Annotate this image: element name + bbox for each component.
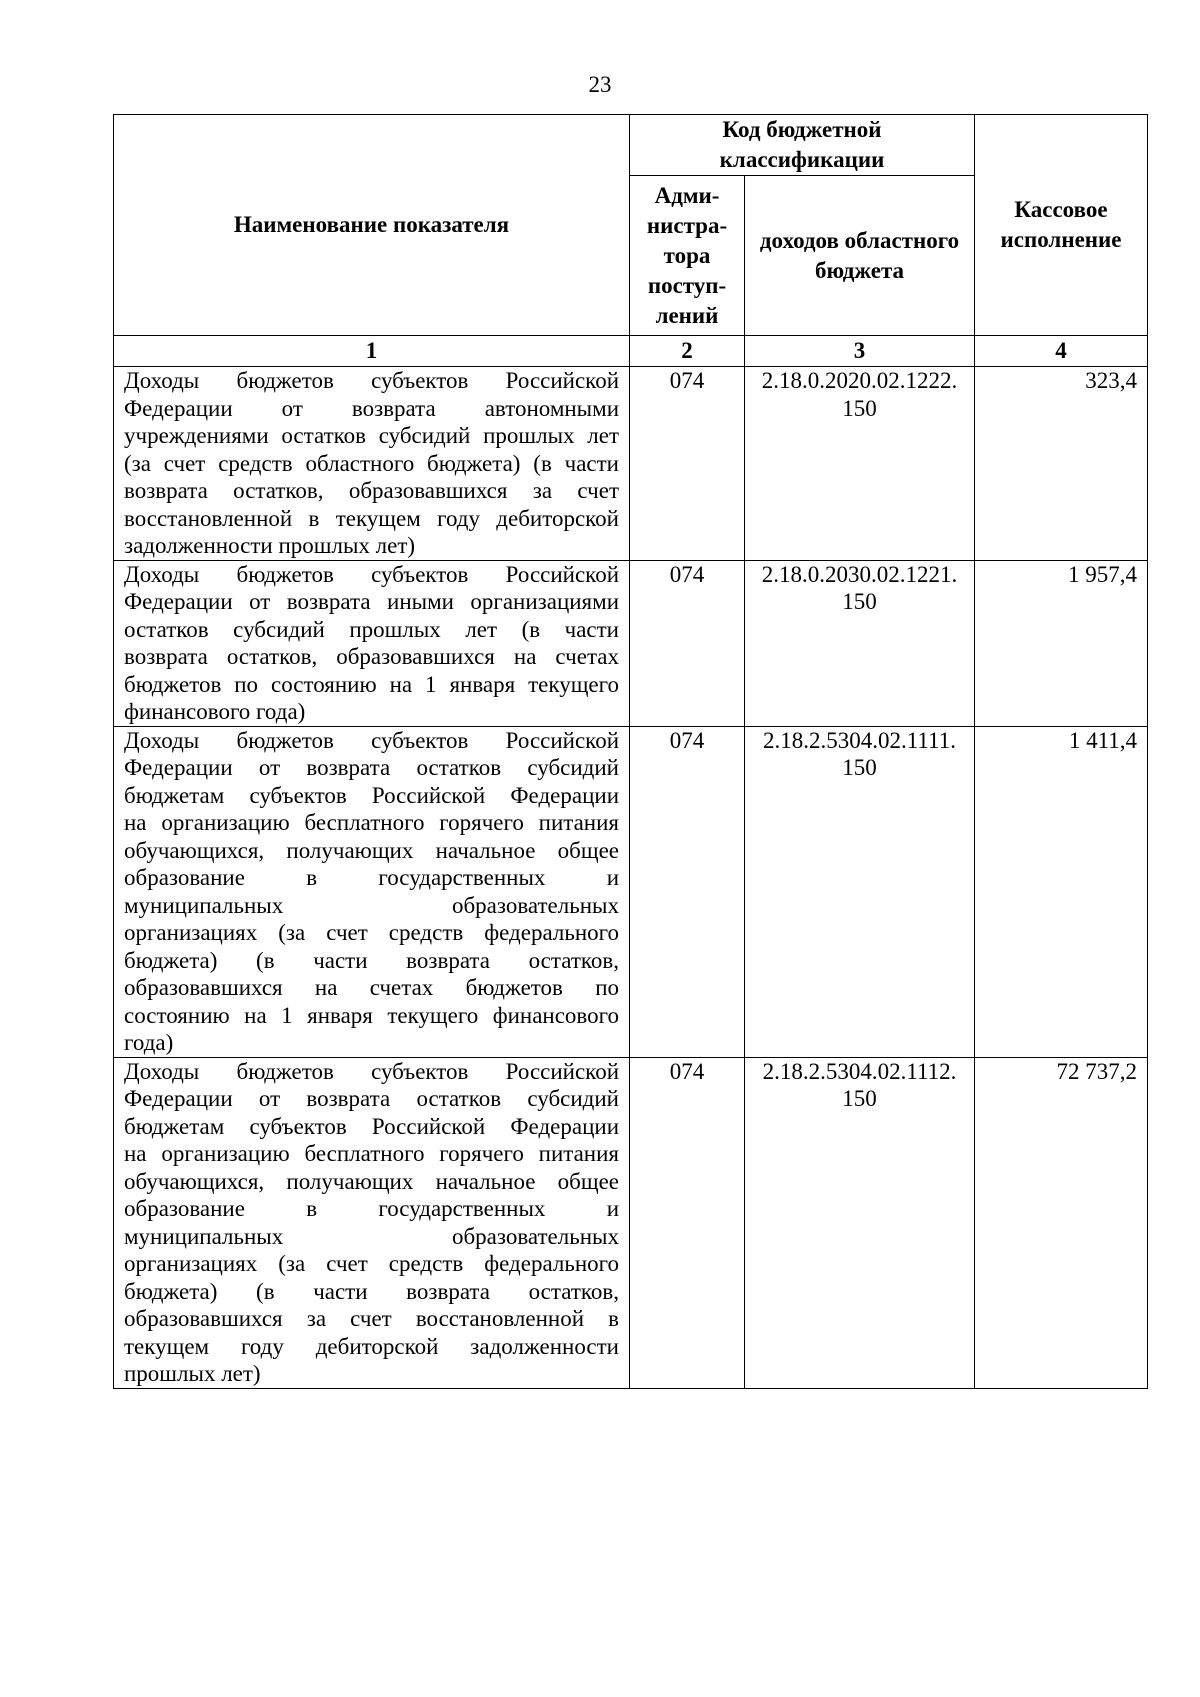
indicator-name-line: (за счет средств областного бюджета) (в части xyxy=(124,450,619,476)
row-admin-code: 074 xyxy=(630,367,745,561)
indicator-name-line: бюджетам субъектов Российской Федерации xyxy=(124,782,619,808)
table-row xyxy=(114,367,1148,561)
indicator-name-line: бюджетов по состоянию на 1 января текущего xyxy=(124,671,619,697)
row-admin-code: 074 xyxy=(630,1057,745,1388)
indicator-name-line: организациях (за счет средств федерального xyxy=(124,920,619,945)
column-number-1: 1 xyxy=(114,336,630,367)
indicator-name-line: задолженности прошлых лет) xyxy=(124,533,416,558)
income-code-part-1: 2.18.0.2030.02.1221. xyxy=(761,561,958,587)
income-code-part-1: 2.18.2.5304.02.1111. xyxy=(763,727,956,753)
row-cash-execution: 323,4 xyxy=(975,367,1148,561)
indicator-name-line: бюджета) (в части возврата остатков, xyxy=(124,1278,619,1304)
indicator-name-line: на организацию бесплатного горячего питания xyxy=(124,810,619,835)
header-column-numbers xyxy=(114,336,1148,367)
header-name: Наименование показателя xyxy=(114,115,630,336)
row-cash-execution: 72 737,2 xyxy=(975,1057,1148,1388)
indicator-name-line: Федерации от возврата остатков субсидий xyxy=(124,755,619,780)
indicator-name-line: Доходы бюджетов субъектов Российской xyxy=(124,1058,619,1084)
row-indicator-name xyxy=(114,560,630,726)
indicator-name-line: возврата остатков, образовавшихся за счет xyxy=(124,478,619,503)
indicator-name-line: образовавшихся на счетах бюджетов по xyxy=(124,975,619,1000)
income-code-part-2: 150 xyxy=(842,395,877,421)
indicator-name-line: Федерации от возврата автономными xyxy=(124,395,619,421)
indicator-name-line: прошлых лет) xyxy=(124,1361,261,1386)
income-code-part-2: 150 xyxy=(842,1086,877,1111)
income-code-part-2: 150 xyxy=(842,755,877,780)
column-number-4: 4 xyxy=(975,336,1148,367)
indicator-name-line: Доходы бюджетов субъектов Российской xyxy=(124,561,619,587)
income-code-part-2: 150 xyxy=(842,589,877,614)
header-admin: Адми-нистра-тора поступ-лений xyxy=(630,176,745,336)
header-execution: Кассовое исполнение xyxy=(975,115,1148,336)
indicator-name-line: бюджета) (в части возврата остатков, xyxy=(124,947,619,973)
table-row xyxy=(114,560,1148,726)
income-code-part-1: 2.18.2.5304.02.1112. xyxy=(762,1058,957,1084)
row-admin-code: 074 xyxy=(630,726,745,1057)
column-number-3: 3 xyxy=(745,336,975,367)
indicator-name-line: Доходы бюджетов субъектов Российской xyxy=(124,368,619,393)
header-income: доходов областного бюджета xyxy=(745,176,975,336)
row-cash-execution: 1 957,4 xyxy=(975,560,1148,726)
indicator-name-line: учреждениями остатков субсидий прошлых лет xyxy=(124,423,619,448)
indicator-name-line: возврата остатков, образовавшихся на счетах xyxy=(124,644,619,669)
income-code-part-1: 2.18.0.2020.02.1222. xyxy=(761,368,958,393)
indicator-name-line: Федерации от возврата остатков субсидий xyxy=(124,1086,619,1111)
indicator-name-line: бюджетам субъектов Российской Федерации xyxy=(124,1113,619,1139)
indicator-name-line: остатков субсидий прошлых лет (в части xyxy=(124,616,619,642)
indicator-name-line: обучающихся, получающих начальное общее xyxy=(124,1168,619,1194)
row-indicator-name xyxy=(114,367,630,561)
row-indicator-name xyxy=(114,1057,630,1388)
header-code-group: Код бюджетной классификации xyxy=(630,115,975,176)
row-income-code xyxy=(745,367,975,561)
indicator-name-line: восстановленной в текущем году дебиторской xyxy=(124,505,619,531)
indicator-name-line: состоянию на 1 января текущего финансового xyxy=(124,1002,619,1028)
row-income-code xyxy=(745,726,975,1057)
indicator-name-line: образовавшихся за счет восстановленной в xyxy=(124,1306,619,1331)
table-row xyxy=(114,1057,1148,1388)
indicator-name-line: образование в государственных и xyxy=(124,865,619,890)
header-row-1 xyxy=(114,115,1148,176)
indicator-name-line: на организацию бесплатного горячего питания xyxy=(124,1141,619,1166)
income-table xyxy=(113,114,1148,1389)
indicator-name-line: муниципальных образовательных xyxy=(124,1223,619,1249)
row-admin-code: 074 xyxy=(630,560,745,726)
indicator-name-line: Федерации от возврата иными организациями xyxy=(124,589,619,614)
indicator-name-line: муниципальных образовательных xyxy=(124,892,619,918)
indicator-name-line: финансового года) xyxy=(124,699,306,724)
row-cash-execution: 1 411,4 xyxy=(975,726,1148,1057)
row-income-code xyxy=(745,1057,975,1388)
indicator-name-line: образование в государственных и xyxy=(124,1196,619,1221)
page-number: 23 xyxy=(588,72,612,97)
table-row xyxy=(114,726,1148,1057)
table-body xyxy=(114,367,1148,1389)
indicator-name-line: года) xyxy=(124,1030,174,1055)
column-number-2: 2 xyxy=(630,336,745,367)
indicator-name-line: Доходы бюджетов субъектов Российской xyxy=(124,727,619,753)
indicator-name-line: организациях (за счет средств федерального xyxy=(124,1251,619,1276)
row-indicator-name xyxy=(114,726,630,1057)
indicator-name-line: обучающихся, получающих начальное общее xyxy=(124,837,619,863)
indicator-name-line: текущем году дебиторской задолженности xyxy=(124,1333,619,1359)
row-income-code xyxy=(745,560,975,726)
